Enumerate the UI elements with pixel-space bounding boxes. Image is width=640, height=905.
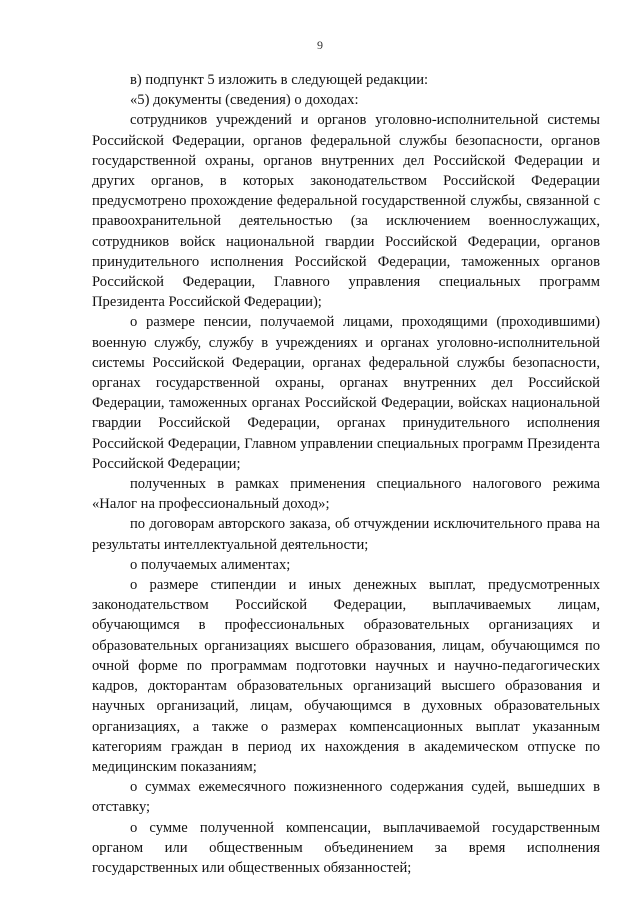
document-body bbox=[92, 70, 600, 878]
paragraph-professional-income-tax: полученных в рамках применения специального налогового режима «Налог на профессиональный доход»; bbox=[92, 476, 600, 513]
paragraph-alimony: о получаемых алиментах; bbox=[130, 556, 291, 573]
paragraph-compensation: о сумме полученной компенсации, выплачиваемой государственным органом или общественным объединением за время исполнения государственных или общественных обязанностей; bbox=[92, 819, 600, 876]
paragraph-scholarship: о размере стипендии и иных денежных выплат, предусмотренных законодательством Российской Федерации, выплачиваемых лицам, обучающимся в профессиональных образовательных организациях и образовательных организациях высшего образования, лицам, обучающимся по очной форме по программам подготовки научных и научно-педагогических кадров, докторантам образовательных организаций высшего образования и научных организаций, лицам, обучающимся в духовных образовательных организациях, а также о размерах компенсационных выплат указанным категориям граждан в период их нахождения в академическом отпуске по медицинским показаниям; bbox=[92, 577, 600, 775]
paragraph-employees-income: сотрудников учреждений и органов уголовно-исполнительной системы Российской Федерации, органов федеральной службы безопасности, органов государственной охраны, органов внутренних дел Российской Федерации и других органов, в которых законодательством Российской Федерации предусмотрено прохождение федеральной государственной службы, связанной с правоохранительной деятельностью (за исключением военнослужащих, сотрудников войск национальной гвардии Российской Федерации, органов принудительного исполнения Российской Федерации, таможенных органов Российской Федерации, Главного управления специальных программ Президента Российской Федерации); bbox=[92, 112, 600, 311]
paragraph-subpoint-5-intro: в) подпункт 5 изложить в следующей редакции: bbox=[130, 72, 429, 88]
paragraph-pension-size: о размере пенсии, получаемой лицами, проходящими (проходившими) военную службу, службу в учреждениях и органах уголовно-исполнительной системы Российской Федерации, органах федеральной службы безопасности, органах государственной охраны, органах внутренних дел Российской Федерации, таможенных органах Российской Федерации, войсках национальной гвардии Российской Федерации, органах принудительного исполнения Российской Федерации, Главном управлении специальных программ Президента Российской Федерации; bbox=[92, 314, 600, 472]
paragraph-judges-maintenance: о суммах ежемесячного пожизненного содержания судей, вышедших в отставку; bbox=[92, 779, 600, 816]
paragraph-author-contracts: по договорам авторского заказа, об отчуждении исключительного права на результаты интеллектуальной деятельности; bbox=[92, 516, 600, 553]
paragraph-income-documents-heading: «5) документы (сведения) о доходах: bbox=[130, 92, 359, 109]
page-number: 9 bbox=[317, 38, 323, 52]
